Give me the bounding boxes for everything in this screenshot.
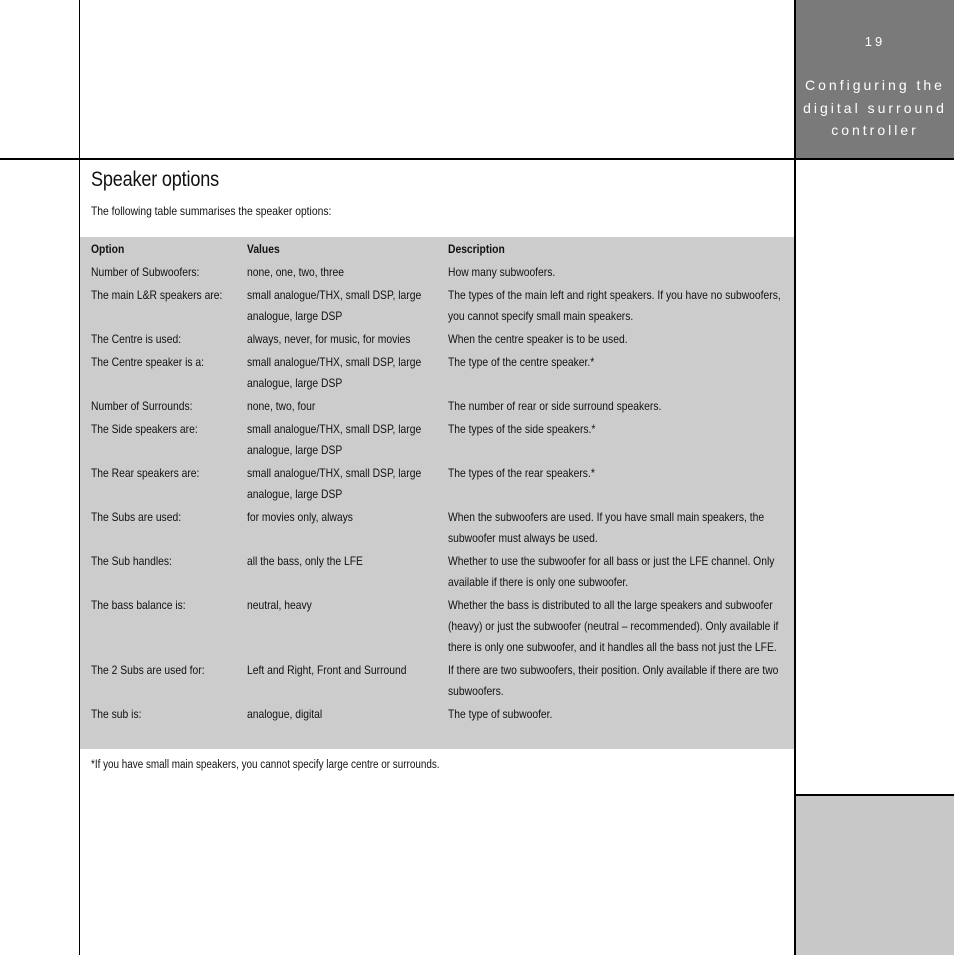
header-description: Description xyxy=(448,242,505,256)
description-cell: When the subwoofers are used. If you have small main speakers, the subwoofer must always be used. xyxy=(448,510,765,545)
description-cell: Whether the bass is distributed to all the large speakers and subwoofer (heavy) or just the subwoofer (neutral – recommended). Only available if there is only one subwoofer, and it handles all the bass not just the LFE. xyxy=(448,598,779,654)
description-cell: If there are two subwoofers, their position. Only available if there are two subwoofers. xyxy=(448,663,779,698)
footnote: *If you have small main speakers, you cannot specify large centre or surrounds. xyxy=(91,759,440,771)
header-option: Option xyxy=(91,242,125,256)
values-cell: none, two, four xyxy=(247,399,316,413)
description-cell: How many subwoofers. xyxy=(448,265,556,279)
values-cell: always, never, for music, for movies xyxy=(247,332,411,346)
section-intro: The following table summarises the speaker options: xyxy=(91,204,332,218)
table-row xyxy=(80,262,794,285)
values-cell: analogue, digital xyxy=(247,707,323,721)
table-row xyxy=(80,419,794,463)
chapter-title xyxy=(796,74,954,142)
values-cell: neutral, heavy xyxy=(247,598,313,612)
chapter-title-line: Configuring the xyxy=(805,77,945,93)
values-cell: small analogue/THX, small DSP, large analogue, large DSP xyxy=(247,422,422,457)
option-cell: The Centre speaker is a: xyxy=(91,355,205,369)
values-cell: small analogue/THX, small DSP, large analogue, large DSP xyxy=(247,355,422,390)
option-cell: The 2 Subs are used for: xyxy=(91,663,205,677)
table-row xyxy=(80,704,794,727)
description-cell: The number of rear or side surround speakers. xyxy=(448,399,662,413)
values-cell: for movies only, always xyxy=(247,510,354,524)
header-values: Values xyxy=(247,242,280,256)
table-header-row xyxy=(80,239,794,262)
option-cell: The Sub handles: xyxy=(91,554,172,568)
table-row xyxy=(80,329,794,352)
chapter-title-line: controller xyxy=(831,122,919,138)
values-cell: small analogue/THX, small DSP, large analogue, large DSP xyxy=(247,466,422,501)
right-margin-rule xyxy=(794,0,796,955)
table-body xyxy=(80,262,794,727)
values-cell: all the bass, only the LFE xyxy=(247,554,364,568)
table-row xyxy=(80,396,794,419)
table-row xyxy=(80,463,794,507)
table-row xyxy=(80,507,794,551)
option-cell: The Side speakers are: xyxy=(91,422,198,436)
page-number: 19 xyxy=(864,34,886,49)
values-cell: small analogue/THX, small DSP, large analogue, large DSP xyxy=(247,288,422,323)
description-cell: The types of the main left and right speakers. If you have no subwoofers, you cannot specify small main speakers. xyxy=(448,288,781,323)
option-cell: The Centre is used: xyxy=(91,332,182,346)
table-row xyxy=(80,285,794,329)
section-title: Speaker options xyxy=(91,168,219,191)
option-cell: The bass balance is: xyxy=(91,598,186,612)
description-cell: When the centre speaker is to be used. xyxy=(448,332,628,346)
description-cell: The type of subwoofer. xyxy=(448,707,553,721)
speaker-options-table xyxy=(80,239,794,727)
values-cell: none, one, two, three xyxy=(247,265,345,279)
header-rule xyxy=(0,158,954,160)
chapter-title-line: digital surround xyxy=(803,99,947,116)
option-cell: The Subs are used: xyxy=(91,510,182,524)
description-cell: The type of the centre speaker.* xyxy=(448,355,595,369)
values-cell: Left and Right, Front and Surround xyxy=(247,663,407,677)
sidebar-bottom-block xyxy=(796,794,954,955)
table-row xyxy=(80,660,794,704)
table-row xyxy=(80,551,794,595)
description-cell: The types of the side speakers.* xyxy=(448,422,596,436)
option-cell: The sub is: xyxy=(91,707,142,721)
option-cell: Number of Subwoofers: xyxy=(91,265,200,279)
option-cell: The Rear speakers are: xyxy=(91,466,200,480)
option-cell: The main L&R speakers are: xyxy=(91,288,223,302)
description-cell: The types of the rear speakers.* xyxy=(448,466,596,480)
description-cell: Whether to use the subwoofer for all bass or just the LFE channel. Only available if there is only one subwoofer. xyxy=(448,554,775,589)
option-cell: Number of Surrounds: xyxy=(91,399,193,413)
chapter-tab xyxy=(796,0,954,158)
table-row xyxy=(80,595,794,660)
table-row xyxy=(80,352,794,396)
